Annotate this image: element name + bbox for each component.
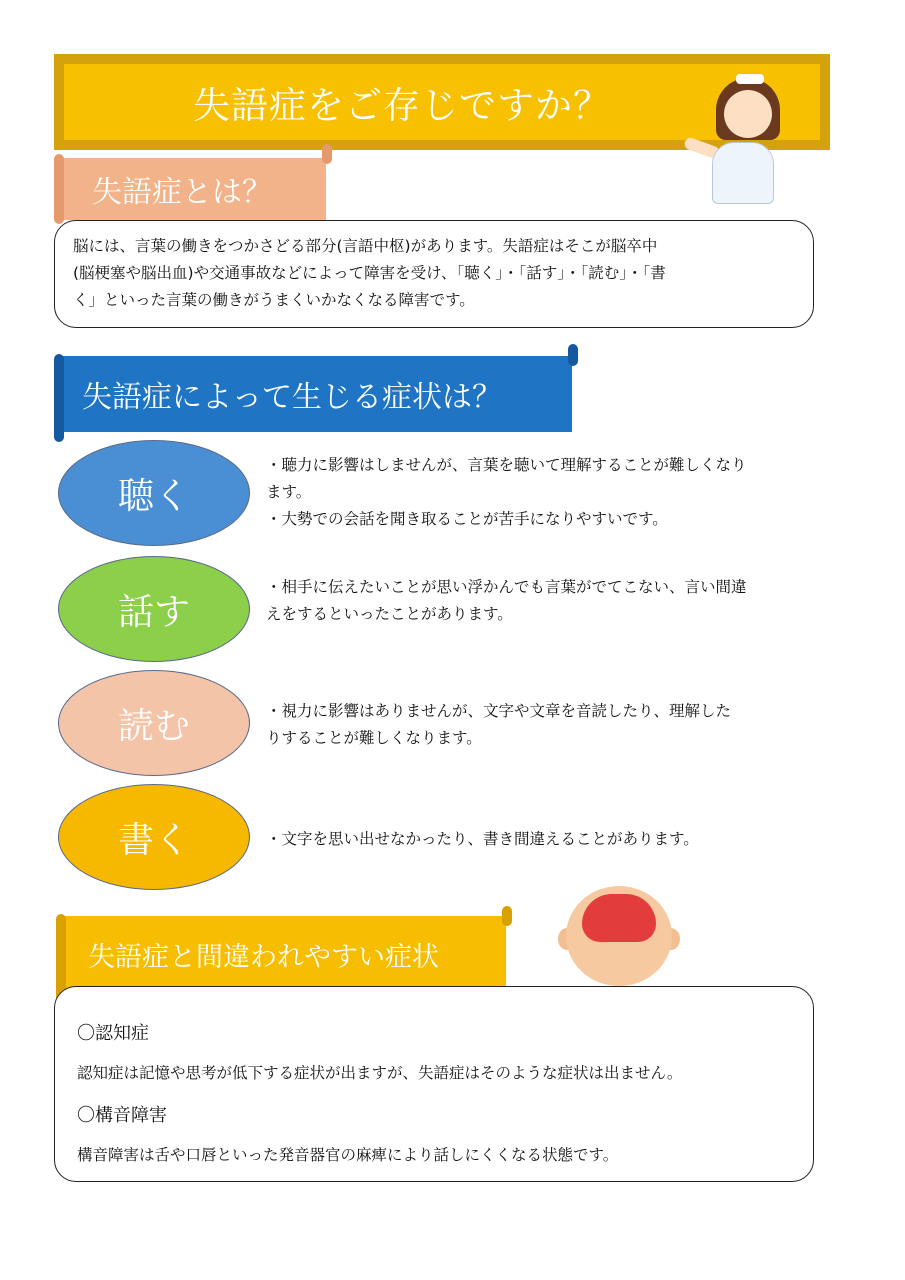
- symptom-description-listening: [266, 452, 846, 533]
- symptom-line: ・文字を思い出せなかったり、書き間違えることがあります。: [266, 830, 699, 848]
- section-heading-what-is-aphasia: [60, 158, 326, 220]
- section-heading-text: 失語症と間違われやすい症状: [88, 941, 439, 973]
- symptom-label: 書く: [117, 819, 190, 861]
- confused-symptoms-box: [54, 986, 814, 1182]
- scroll-curl-icon: [568, 344, 578, 366]
- symptom-oval-listening: [58, 440, 250, 546]
- nurse-illustration-body: [712, 142, 774, 204]
- scroll-curl-icon: [322, 144, 332, 164]
- symptom-description-speaking: [266, 574, 846, 628]
- scroll-curl-icon: [54, 154, 64, 224]
- brain-illustration: [582, 894, 656, 942]
- condition-title-dementia: 〇認知症: [77, 1023, 149, 1044]
- section-heading-text: 失語症によって生じる症状は？: [82, 380, 502, 415]
- page-title: 失語症をご存じですか？: [193, 84, 611, 127]
- symptom-line: ・視力に影響はありませんが、文字や文章を音読したり、理解した: [266, 702, 732, 720]
- definition-line: 脳には、言葉の働きをつかさどる部分(言語中枢)があります。失語症はそこが脳卒中: [73, 237, 658, 255]
- symptom-line: ます。: [266, 483, 312, 501]
- symptom-label: 聴く: [117, 475, 190, 517]
- section-heading-text: 失語症とは？: [92, 175, 272, 210]
- condition-body-dysarthria: 構音障害は舌や口唇といった発音器官の麻痺により話しにくくなる状態です。: [77, 1146, 619, 1164]
- symptom-description-reading: [266, 698, 846, 752]
- scroll-curl-icon: [502, 906, 512, 926]
- section-heading-symptoms: [60, 356, 572, 432]
- symptom-oval-speaking: [58, 556, 250, 662]
- symptom-line: ・大勢での会話を聞き取ることが苦手になりやすいです。: [266, 510, 668, 528]
- symptom-description-writing: [266, 826, 846, 853]
- symptom-label: 話す: [117, 591, 190, 633]
- symptom-label: 読む: [117, 705, 190, 747]
- condition-body-dementia: 認知症は記憶や思考が低下する症状が出ますが、失語症はそのような症状は出ません。: [77, 1064, 683, 1082]
- scroll-curl-icon: [54, 354, 64, 442]
- nurse-illustration-cap: [736, 74, 764, 84]
- definition-text: [73, 233, 791, 314]
- symptom-line: ・相手に伝えたいことが思い浮かんでも言葉がでてこない、言い間違: [266, 578, 747, 596]
- symptom-line: りすることが難しくなります。: [266, 729, 482, 747]
- section-heading-confused-symptoms: [62, 916, 506, 992]
- definition-line: (脳梗塞や脳出血)や交通事故などによって障害を受け、「聴く」・「話す」・「読む」・「書: [73, 264, 666, 282]
- definition-line: く」といった言葉の働きがうまくいかなくなる障害です。: [73, 291, 475, 309]
- symptom-oval-writing: [58, 784, 250, 890]
- nurse-illustration-face: [724, 90, 772, 138]
- symptom-line: ・聴力に影響はしませんが、言葉を聴いて理解することが難しくなり: [266, 456, 747, 474]
- symptom-line: えをするといったことがあります。: [266, 605, 513, 623]
- symptom-oval-reading: [58, 670, 250, 776]
- title-banner: [54, 54, 830, 150]
- title-banner-face: [64, 64, 820, 140]
- definition-box: [54, 220, 814, 328]
- condition-title-dysarthria: 〇構音障害: [77, 1105, 167, 1126]
